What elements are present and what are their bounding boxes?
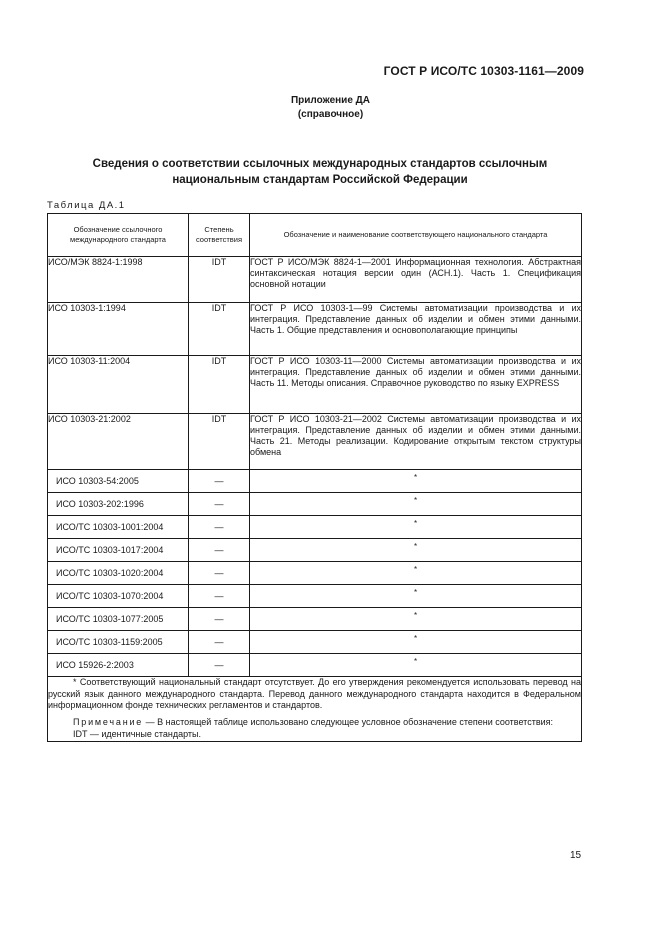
cell-degree: — [189,562,250,585]
table-footnote-row [48,677,582,742]
cell-intl: ИСО 10303-202:1996 [48,493,189,516]
cell-national [250,654,582,677]
table-row [48,608,582,631]
footnote-marker: * [413,495,418,505]
cell-intl: ИСО/ТС 10303-1017:2004 [48,539,189,562]
appendix-title: Приложение ДА [290,95,371,106]
cell-degree: IDT [189,303,250,356]
section-title: Сведения о соответствии ссылочных международных стандартов ссылочным национальным стандартам Российской Федерации [92,158,548,186]
cell-degree: — [189,516,250,539]
table-row [48,257,582,303]
cell-national [250,470,582,493]
table-note [48,717,581,729]
cell-national [250,516,582,539]
cell-degree: — [189,493,250,516]
header-degree: Степень соответствия [189,214,250,257]
cell-degree: — [189,608,250,631]
table-row [48,303,582,356]
table-header-row [48,214,582,257]
table-row [48,470,582,493]
cell-intl: ИСО/ТС 10303-1020:2004 [48,562,189,585]
appendix-subtitle: (справочное) [297,109,364,120]
note-label: Примечание [73,716,144,727]
appendix-heading [0,94,661,122]
footnote-marker: * [413,656,418,666]
correspondence-table [47,213,582,742]
footnote-marker: * [413,610,418,620]
cell-intl: ИСО 10303-54:2005 [48,470,189,493]
cell-intl: ИСО 15926-2:2003 [48,654,189,677]
document-code: ГОСТ Р ИСО/ТС 10303-1161—2009 [383,64,584,78]
footnote-marker: * [413,633,418,643]
cell-national [250,539,582,562]
cell-intl: ИСО/ТС 10303-1070:2004 [48,585,189,608]
cell-degree: — [189,631,250,654]
header-national-standard: Обозначение и наименование соответствующего национального стандарта [250,214,582,257]
cell-national: ГОСТ Р ИСО/МЭК 8824-1—2001 Информационная технология. Абстрактная синтаксическая нотация версии один (АСН.1). Часть 1. Спецификация основной нотации [250,257,582,303]
header-international-standard: Обозначение ссылочного международного стандарта [48,214,189,257]
cell-intl: ИСО 10303-11:2004 [48,356,189,414]
footnote-marker: * [413,587,418,597]
table-row [48,414,582,470]
cell-national [250,493,582,516]
cell-intl: ИСО 10303-21:2002 [48,414,189,470]
footnote-marker: * [413,518,418,528]
cell-national [250,631,582,654]
cell-degree: — [189,654,250,677]
cell-degree: — [189,539,250,562]
cell-degree: IDT [189,414,250,470]
table-row [48,356,582,414]
footnote-marker: * [413,541,418,551]
note-text: — В настоящей таблице использовано следующее условное обозначение степени соответствия: [145,716,553,727]
cell-intl: ИСО 10303-1:1994 [48,303,189,356]
cell-national [250,585,582,608]
cell-degree: — [189,585,250,608]
footnote-text: * Соответствующий национальный стандарт отсутствует. До его утверждения рекомендуется использовать перевод на русский язык данного международного стандарта. Перевод данного международного стандарта находится в Федеральном информационном фонде технических регламентов и стандартов. [48,677,581,710]
cell-degree: IDT [189,257,250,303]
cell-degree: IDT [189,356,250,414]
table-row [48,516,582,539]
idt-legend: IDT — идентичные стандарты. [73,729,202,739]
table-row [48,493,582,516]
cell-degree: — [189,470,250,493]
cell-national: ГОСТ Р ИСО 10303-21—2002 Системы автоматизации производства и их интеграция. Представление данных об изделии и обмен этими данными. Часть 21. Методы реализации. Кодирование открытым текстом структуры обмена [250,414,582,470]
footnote-marker: * [413,564,418,574]
cell-intl: ИСО/МЭК 8824-1:1998 [48,257,189,303]
footnote-marker: * [413,472,418,482]
page-number: 15 [570,850,582,861]
cell-intl: ИСО/ТС 10303-1077:2005 [48,608,189,631]
cell-national: ГОСТ Р ИСО 10303-1—99 Системы автоматизации производства и их интеграция. Представление данных об изделии и обмен этими данными. Часть 1. Общие представления и основополагающие принципы [250,303,582,356]
cell-national [250,608,582,631]
table-row [48,562,582,585]
cell-national: ГОСТ Р ИСО 10303-11—2000 Системы автоматизации производства и их интеграция. Представление данных об изделии и обмен этими данными. Часть 11. Методы описания. Справочное руководство по языку EXPRESS [250,356,582,414]
table-row [48,585,582,608]
cell-intl: ИСО/ТС 10303-1001:2004 [48,516,189,539]
table-row [48,654,582,677]
cell-intl: ИСО/ТС 10303-1159:2005 [48,631,189,654]
table-caption: Таблица ДА.1 [47,200,126,211]
table-row [48,631,582,654]
table-row [48,539,582,562]
cell-national [250,562,582,585]
table-footnote [48,677,582,742]
